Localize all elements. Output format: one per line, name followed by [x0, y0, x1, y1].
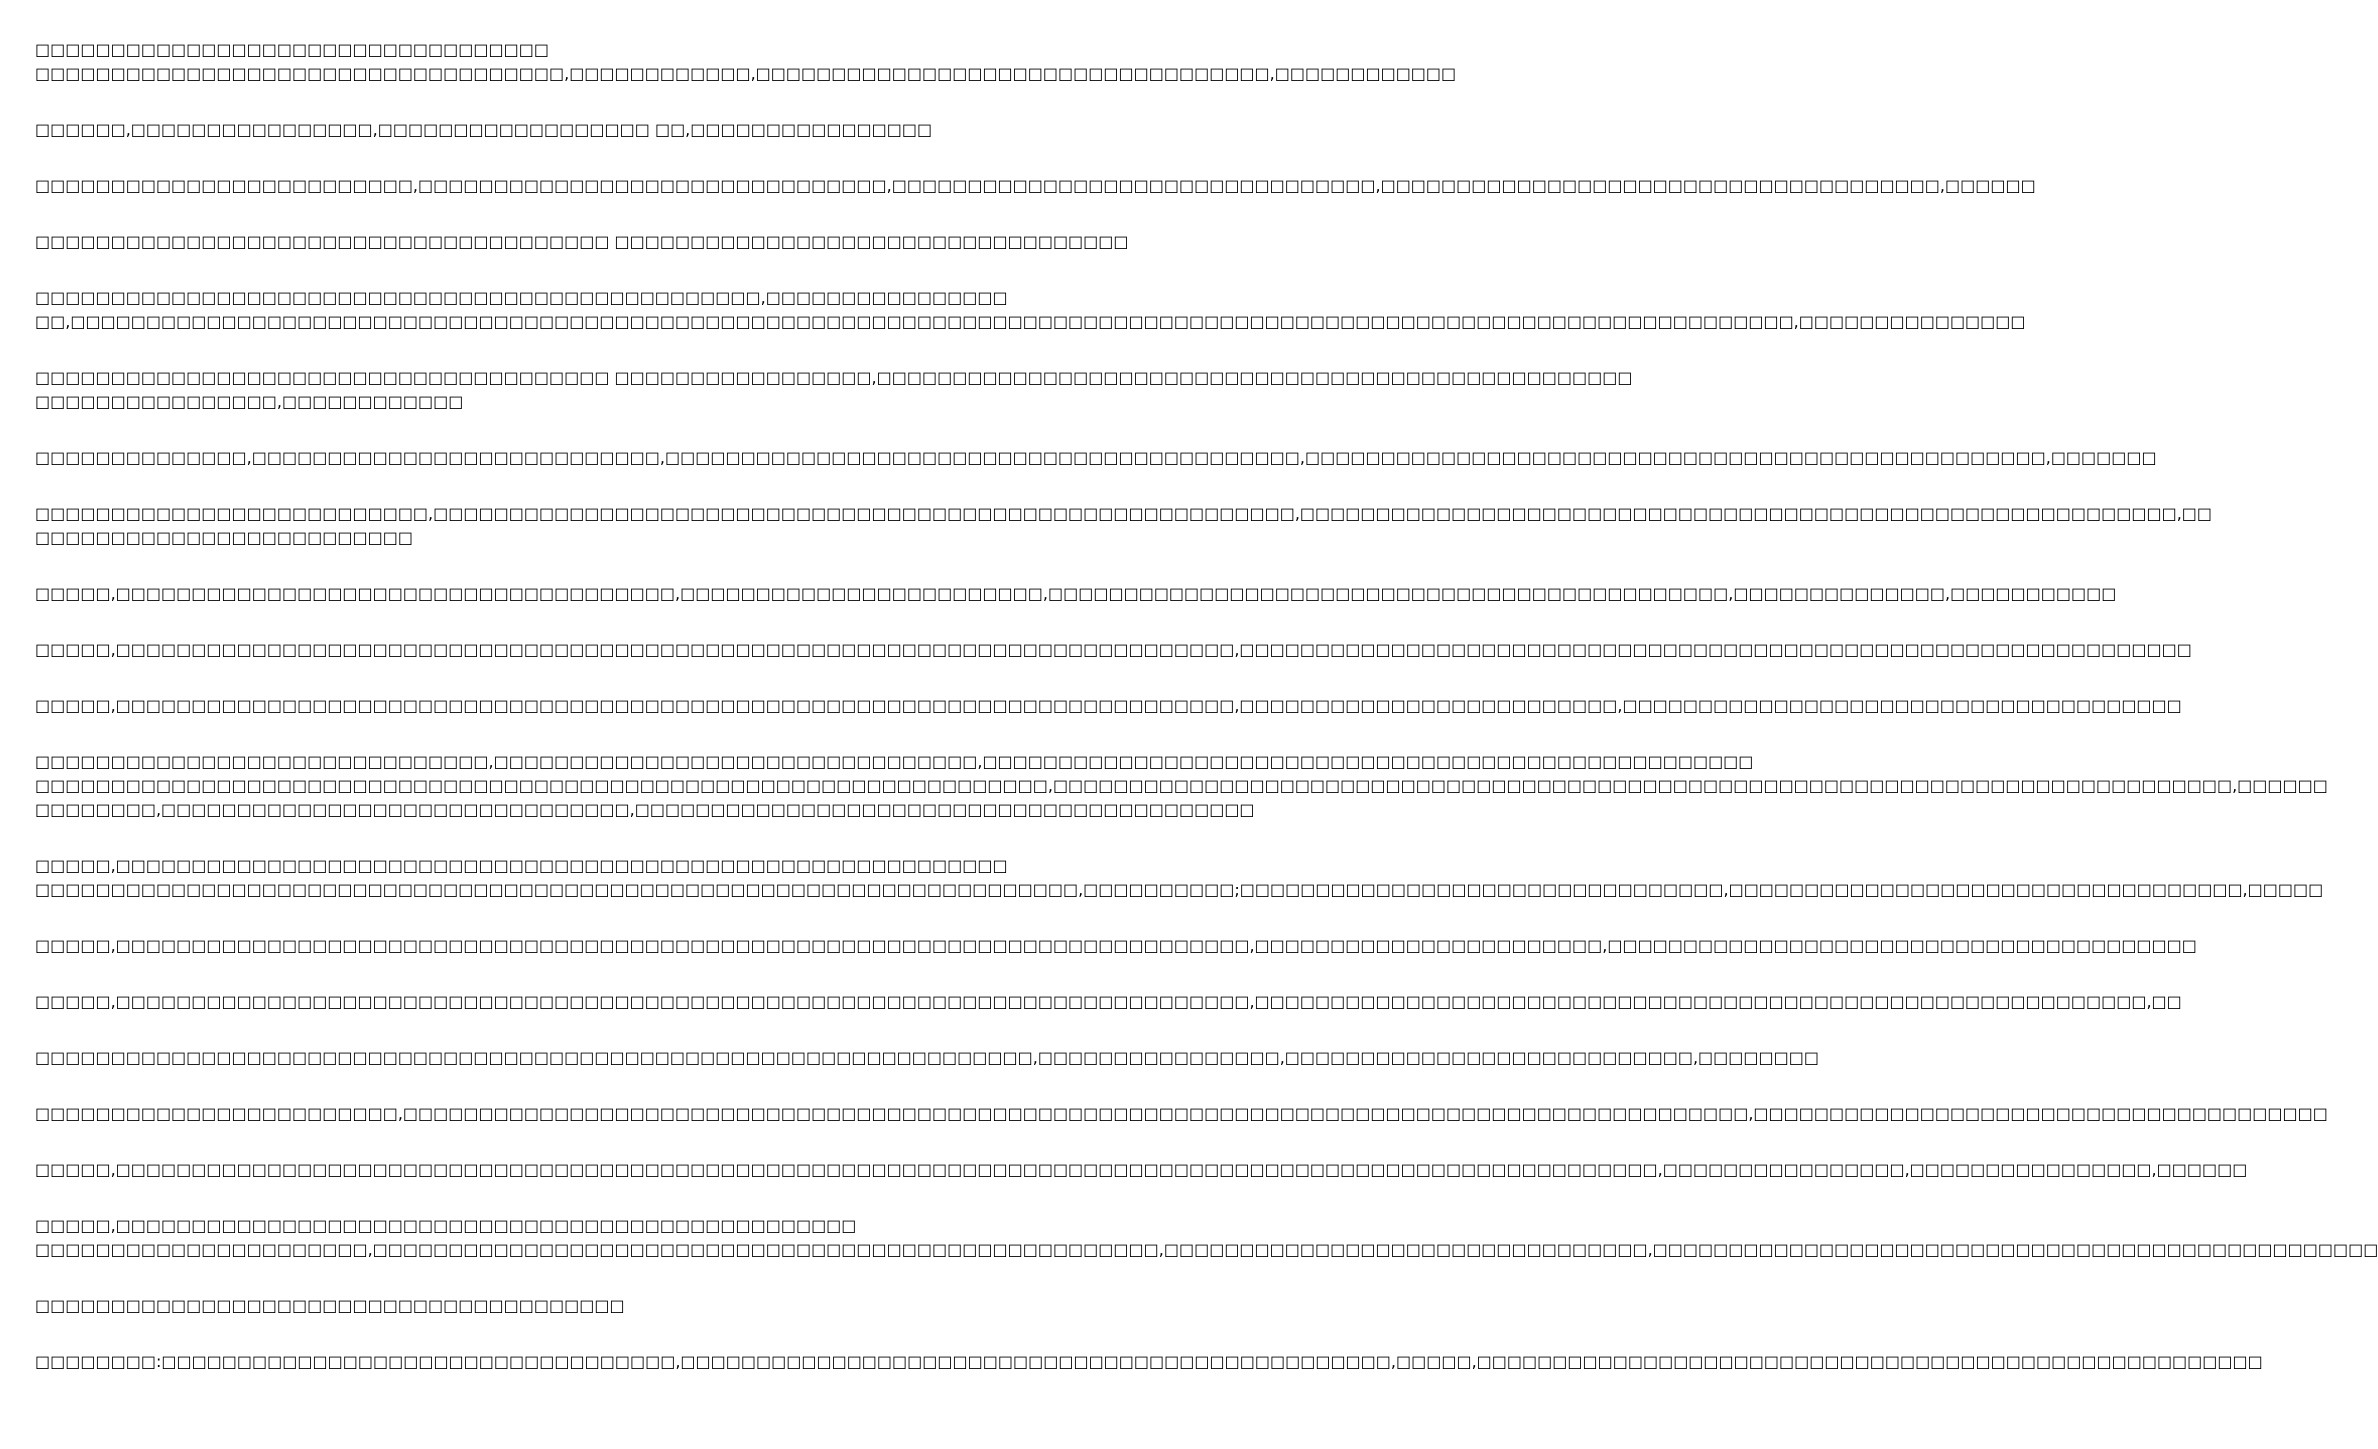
- text-line: □□□□□□□□□□□□□□□□□□□□□□□□□□□□□□□□□□□□□□□□□□□□□□□□,□□□□□□□□□□□□□□□□: [35, 288, 1008, 307]
- text-line: □□□□□,□□□□□□□□□□□□□□□□□□□□□□□□□□□□□□□□□□□□□□□□□□□□□□□□□: [35, 1216, 857, 1235]
- text-line: □□□□□□□□□□□□□□□□□□□□□□□□□□□□□□□□□□□□□□ □□□□□□□□□□□□□□□□□□□□□□□□□□□□□□□□□□: [35, 232, 1129, 251]
- document-paragraph: [35, 1214, 2378, 1262]
- document-page: [35, 38, 2378, 1438]
- document-paragraph: [35, 502, 2213, 550]
- text-line: □□,□□□□□□□□□□□□□□□□□□□□□□□□□□□□□□□□□□□□□□□□□□□□□□□□□□□□□□□□□□□□□□□□□□□□□□□□□□□□□□□□□□□□□□□□□□□□□□□□□□□□□□□□□□□□□□□□□□,□□□□□□□□□□□□□□□: [35, 312, 2026, 331]
- text-line: □□□□□,□□□□□□□□□□□□□□□□□□□□□□□□□□□□□□□□□□□□□□□□□□□□□□□□□□□□□□□□□□□□□□□□□□□□□□□□□□,□□□□□□□□□□□□□□□□□□□□□□□□□,□□□□□□□□□□□□□□□□□□□□□□□□□□□□□□□□□□□□□: [35, 696, 2182, 715]
- text-line: □□□□□□□□□□□□□□□□□□□□□□□□□□□□□□□□□□□□□□ □□□□□□□□□□□□□□□□□,□□□□□□□□□□□□□□□□□□□□□□□□□□□□□□□□□□□□□□□□□□□□□□□□□□: [35, 368, 1633, 387]
- document-paragraph: [35, 854, 2324, 902]
- text-line: □□□□□□□□□□□□□□□□□□□□□□□□,□□□□□□□□□□□□□□□□□□□□□□□□□□□□□□□□□□□□□□□□□□□□□□□□□□□□□□□□□□□□□□□□□□□□□□□□□□□□□□□□□□□□□□□□□,□□□□□□□□□□□□□□□□□□□□□□□□□□□□□□□□□□□□□□: [35, 1104, 2328, 1123]
- text-line: □□□□□,□□□□□□□□□□□□□□□□□□□□□□□□□□□□□□□□□□□□□□□□□□□□□□□□□□□□□□□□□□□□□□□□□□□□□□□□□□□□□□□□□□□□□□□□□□□□□□□□□□□□□□,□□□□□□□□□□□□□□□□,□□□□□□□□□□□□□□□□,□□□□□□: [35, 1160, 2248, 1179]
- text-line: □□□□□□,□□□□□□□□□□□□□□□□,□□□□□□□□□□□□□□□□□□ □□,□□□□□□□□□□□□□□□□: [35, 120, 933, 139]
- text-line: □□□□□□□□□□□□□□□□□□□□□□□□□□□□□□□□□□□□□□□□□□□□□□□□□□□□□□□□□□□□□□□□□□,□□□□□□□□□□□□□□□□,□□□□□□□□□□□□□□□□□□□□□□□□□□□,□□□□□□□□: [35, 1048, 1819, 1067]
- text-line: □□□□□□□□□□□□□□□□,□□□□□□□□□□□□: [35, 392, 464, 411]
- document-paragraph: [35, 174, 2036, 198]
- document-paragraph: [35, 1294, 990, 1318]
- text-line: □□□□□□□□:□□□□□□□□□□□□□□□□□□□□□□□□□□□□□□□□□□,□□□□□□□□□□□□□□□□□□□□□□□□□□□□□□□□□□□□□□□□□□□□□□□,□□□□□,□□□□□□□□□□□□□□□□□□□□□□□□□□□□□□□□□□□□□□□□□□□□□□□□□□□□: [35, 1352, 2263, 1371]
- document-paragraph: [35, 638, 2192, 662]
- document-paragraph: [35, 118, 990, 142]
- text-line: □□□□□□□□□□□□□□□□□□□□□□,□□□□□□□□□□□□□□□□□□□□□□□□□□□□□□□□□□□□□□□□□□□□□□□□□□□□,□□□□□□□□□□□□□□□□□□□□□□□□□□□□□□□□,□□□□□□□□□□□□□□□□□□□□□□□□□□□□□□□□□□□□□□□□□□□□□□□□: [35, 1240, 2378, 1259]
- text-line: □□□□□□□□□□□□□□□□□□□□□□□□□□□□□□□□□□□□□□□: [35, 1296, 625, 1315]
- text-line: □□□□□,□□□□□□□□□□□□□□□□□□□□□□□□□□□□□□□□□□□□□□□□□□□□□□□□□□□□□□□□□□□□□□□□□□□□□□□□□□,□□□□□□□□□□□□□□□□□□□□□□□□□□□□□□□□□□□□□□□□□□□□□□□□□□□□□□□□□□□□□□□: [35, 640, 2192, 659]
- text-line: □□□□□□□□□□□□□□,□□□□□□□□□□□□□□□□□□□□□□□□□□□,□□□□□□□□□□□□□□□□□□□□□□□□□□□□□□□□□□□□□□□□□□,□□□□□□□□□□□□□□□□□□□□□□□□□□□□□□□□□□□□□□□□□□□□□□□□□,□□□□□□□: [35, 448, 2157, 467]
- document-paragraph: [35, 1046, 1819, 1070]
- document-paragraph: [35, 750, 2328, 822]
- text-line: □□□□□,□□□□□□□□□□□□□□□□□□□□□□□□□□□□□□□□□□□□□,□□□□□□□□□□□□□□□□□□□□□□□□,□□□□□□□□□□□□□□□□□□□□□□□□□□□□□□□□□□□□□□□□□□□□□,□□□□□□□□□□□□□□,□□□□□□□□□□□: [35, 584, 2117, 603]
- text-line: □□□□□□□□□□□□□□□□□□□□□□□□□,□□□□□□□□□□□□□□□□□□□□□□□□□□□□□□□,□□□□□□□□□□□□□□□□□□□□□□□□□□□□□□□□,□□□□□□□□□□□□□□□□□□□□□□□□□□□□□□□□□□□□□,□□□□□□: [35, 176, 2036, 195]
- text-line: □□□□□,□□□□□□□□□□□□□□□□□□□□□□□□□□□□□□□□□□□□□□□□□□□□□□□□□□□□□□□□□□□□□□□□□□□□□□□□□□□,□□□□□□□□□□□□□□□□□□□□□□□□□□□□□□□□□□□□□□□□□□□□□□□□□□□□□□□□□□□,□□: [35, 992, 2182, 1011]
- document-paragraph: [35, 446, 2157, 470]
- text-line: □□□□□□□□□□□□□□□□□□□□□□□□□□□□□□□□□□□□□□□□□□□□□□□□□□□□□□□□□□□□□□□□□□□,□□□□□□□□□□□□□□□□□□□□□□□□□□□□□□□□□□□□□□□□□□□□□□□□□□□□□□□□□□□□□□□□□□□□□□□□□□□□□□,□□□□□□: [35, 776, 2328, 795]
- document-paragraph: [35, 1350, 2263, 1374]
- document-paragraph: [35, 990, 2182, 1014]
- text-line: □□□□□□□□□□□□□□□□□□□□□□□□□□□□□□,□□□□□□□□□□□□□□□□□□□□□□□□□□□□□□□□,□□□□□□□□□□□□□□□□□□□□□□□□□□□□□□□□□□□□□□□□□□□□□□□□□□□: [35, 752, 1754, 771]
- text-line: □□□□□□□□□□□□□□□□□□□□□□□□□□□□□□□□□□: [35, 40, 549, 59]
- text-line: □□□□□,□□□□□□□□□□□□□□□□□□□□□□□□□□□□□□□□□□□□□□□□□□□□□□□□□□□□□□□□□□□□□□□□□□□□□□□□□□□,□□□□□□□□□□□□□□□□□□□□□□□,□□□□□□□□□□□□□□□□□□□□□□□□□□□□□□□□□□□□□□□: [35, 936, 2197, 955]
- document-paragraph: [35, 230, 1129, 254]
- document-paragraph: [35, 1102, 2328, 1126]
- document-paragraph: [35, 694, 2182, 718]
- text-line: □□□□□□□□□□□□□□□□□□□□□□□□□□,□□□□□□□□□□□□□□□□□□□□□□□□□□□□□□□□□□□□□□□□□□□□□□□□□□□□□□□□□,□□□□□□□□□□□□□□□□□□□□□□□□□□□□□□□□□□□□□□□□□□□□□□□□□□□□□□□□□□,□□: [35, 504, 2213, 523]
- document-paragraph: [35, 38, 1457, 86]
- document-paragraph: [35, 582, 2117, 606]
- document-paragraph: [35, 1158, 2248, 1182]
- text-line: □□□□□□□□□□□□□□□□□□□□□□□□□□□□□□□□□□□,□□□□□□□□□□□□,□□□□□□□□□□□□□□□□□□□□□□□□□□□□□□□□□□,□□□□□□□□□□□□: [35, 64, 1457, 83]
- text-line: □□□□□□□□,□□□□□□□□□□□□□□□□□□□□□□□□□□□□□□□,□□□□□□□□□□□□□□□□□□□□□□□□□□□□□□□□□□□□□□□□□: [35, 800, 1255, 819]
- document-paragraph: [35, 286, 2026, 334]
- text-line: □□□□□□□□□□□□□□□□□□□□□□□□□: [35, 528, 413, 547]
- document-paragraph: [35, 934, 2197, 958]
- text-line: □□□□□□□□□□□□□□□□□□□□□□□□□□□□□□□□□□□□□□□□□□□□□□□□□□□□□□□□□□□□□□□□□□□□□,□□□□□□□□□□;□□□□□□□□□□□□□□□□□□□□□□□□□□□□□□□□,□□□□□□□□□□□□□□□□□□□□□□□□□□□□□□□□□□,□□□□□: [35, 880, 2324, 899]
- document-paragraph: [35, 366, 1633, 414]
- text-line: □□□□□,□□□□□□□□□□□□□□□□□□□□□□□□□□□□□□□□□□□□□□□□□□□□□□□□□□□□□□□□□□□: [35, 856, 1008, 875]
